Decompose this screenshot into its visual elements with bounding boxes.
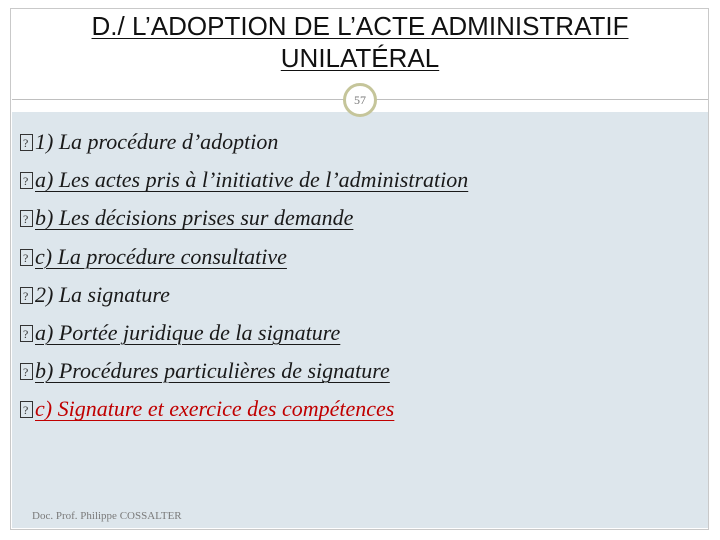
bullet-box-icon <box>20 172 33 189</box>
title-line-1: D./ L’ADOPTION DE L’ACTE ADMINISTRATIF <box>91 11 629 41</box>
outline-item-text: a) Portée juridique de la signature <box>35 319 341 345</box>
bullet-box-icon <box>20 401 33 418</box>
outline-item-text: c) La procédure consultative <box>35 243 287 269</box>
bullet-box-icon <box>20 210 33 227</box>
outline-list <box>20 123 468 429</box>
outline-item-1b <box>20 199 468 237</box>
outline-item-text: a) Les actes pris à l’initiative de l’administration <box>35 167 469 193</box>
bullet-box-icon <box>20 134 33 151</box>
bullet-box-icon <box>20 249 33 266</box>
outline-item-text: b) Les décisions prises sur demande <box>35 205 354 231</box>
outline-item-1a <box>20 161 468 199</box>
outline-item-2 <box>20 276 468 314</box>
outline-item-2a <box>20 314 468 352</box>
outline-item-2c <box>20 390 468 428</box>
outline-item-text: b) Procédures particulières de signature <box>35 358 390 384</box>
page-number-badge <box>343 83 377 117</box>
outline-item-2b <box>20 352 468 390</box>
outline-item-text: 1) La procédure d’adoption <box>35 129 279 154</box>
slide-title <box>12 10 708 74</box>
outline-item-1c <box>20 238 468 276</box>
footer-author: Doc. Prof. Philippe COSSALTER <box>32 510 182 522</box>
outline-item-text-highlighted: c) Signature et exercice des compétences <box>35 396 395 422</box>
outline-item-text: 2) La signature <box>35 281 170 307</box>
outline-item-1 <box>20 123 468 161</box>
bullet-box-icon <box>20 325 33 342</box>
title-line-2: UNILATÉRAL <box>280 43 440 73</box>
page-number: 57 <box>354 92 366 107</box>
bullet-box-icon <box>20 287 33 304</box>
bullet-box-icon <box>20 363 33 380</box>
